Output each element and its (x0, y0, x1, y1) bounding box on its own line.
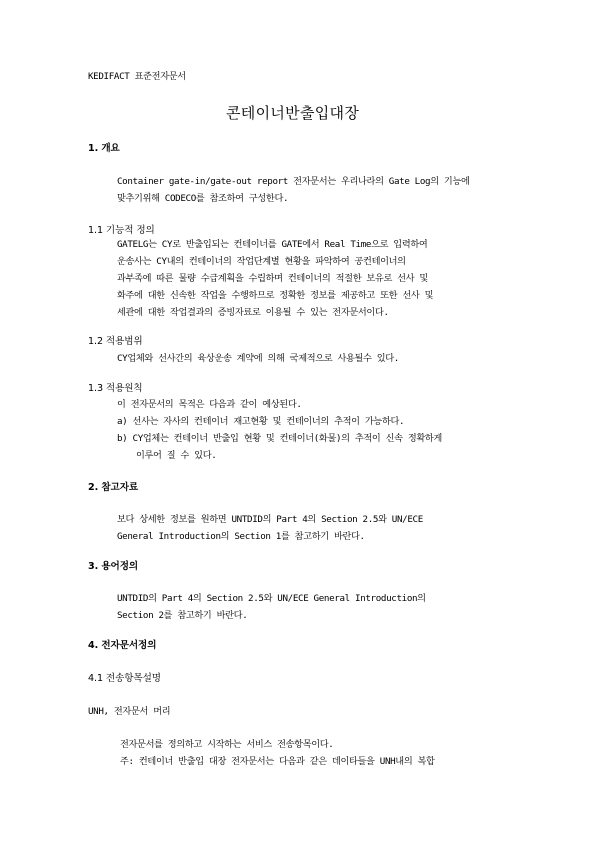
section-4-heading: 4. 전자문서정의 (88, 640, 157, 651)
section-4-line: 주: 컨테이너 반출입 대장 전자문서는 다음과 같은 데이타들을 UNH내의 복합 (120, 756, 435, 767)
document-title: 콘테이너반출입대장 (226, 104, 360, 122)
section-1-1-line: GATELG는 CY로 반출입되는 컨테이너를 GATE에서 Real Time으로 입력하여 (117, 239, 428, 250)
section-4-line: 전자문서를 정의하고 시작하는 서비스 전송항목이다. (120, 739, 334, 750)
section-2-line: 보다 상세한 정보를 원하면 UNTDID의 Part 4의 Section 2.5와 UN/ECE (117, 514, 423, 525)
section-1-3-line: 이 전자문서의 목적은 다음과 같이 예상된다. (117, 399, 302, 410)
section-1-3-heading: 1.3 적용원칙 (88, 383, 143, 394)
section-1-1-line: 운송사는 CY내의 컨테이너의 작업단계별 현황을 파악하여 공컨테이너의 (117, 256, 406, 267)
segment-heading: UNH, 전자문서 머리 (88, 706, 171, 717)
section-1-1-line: 화주에 대한 신속한 작업을 수행하므로 정확한 정보를 제공하고 또한 선사 및 (117, 290, 434, 301)
section-1-heading: 1. 개요 (88, 143, 120, 154)
section-1-2-line: CY업체와 선사간의 육상운송 계약에 의해 국제적으로 사용될수 있다. (117, 353, 399, 364)
section-1-1-line: 과부족에 따른 물량 수급계획을 수립하며 컨테이너의 적절한 보유로 선사 및 (117, 273, 428, 284)
section-1-3-line: 이루어 질 수 있다. (136, 450, 217, 461)
section-2-line: General Introduction의 Section 1를 참고하기 바란다. (117, 531, 365, 542)
section-1-3-line: a) 선사는 자사의 컨테이너 재고현황 및 컨테이너의 추적이 가능하다. (117, 416, 405, 427)
section-4-1-heading: 4.1 전송항목설명 (88, 673, 161, 684)
section-1-line: 맞추기위해 CODECO를 참조하여 구성한다. (117, 193, 289, 204)
section-1-1-line: 세관에 대한 작업결과의 증빙자료로 이용될 수 있는 전자문서이다. (117, 307, 389, 318)
section-1-line: Container gate-in/gate-out report 전자문서는 우리나라의 Gate Log의 기능에 (117, 176, 470, 187)
section-1-3-line: b) CY업체는 컨테이너 반출입 현황 및 컨테이너(화물)의 추적이 신속 정확하게 (117, 433, 442, 444)
section-3-line: UNTDID의 Part 4의 Section 2.5와 UN/ECE General Introduction의 (117, 593, 426, 604)
section-3-line: Section 2를 참고하기 바란다. (117, 610, 248, 621)
document-type-header: KEDIFACT 표준전자문서 (88, 71, 186, 82)
section-2-heading: 2. 참고자료 (88, 482, 139, 493)
section-1-2-heading: 1.2 적용범위 (88, 336, 143, 347)
section-3-heading: 3. 용어정의 (88, 561, 139, 572)
section-1-1-heading: 1.1 기능적 정의 (88, 225, 155, 236)
